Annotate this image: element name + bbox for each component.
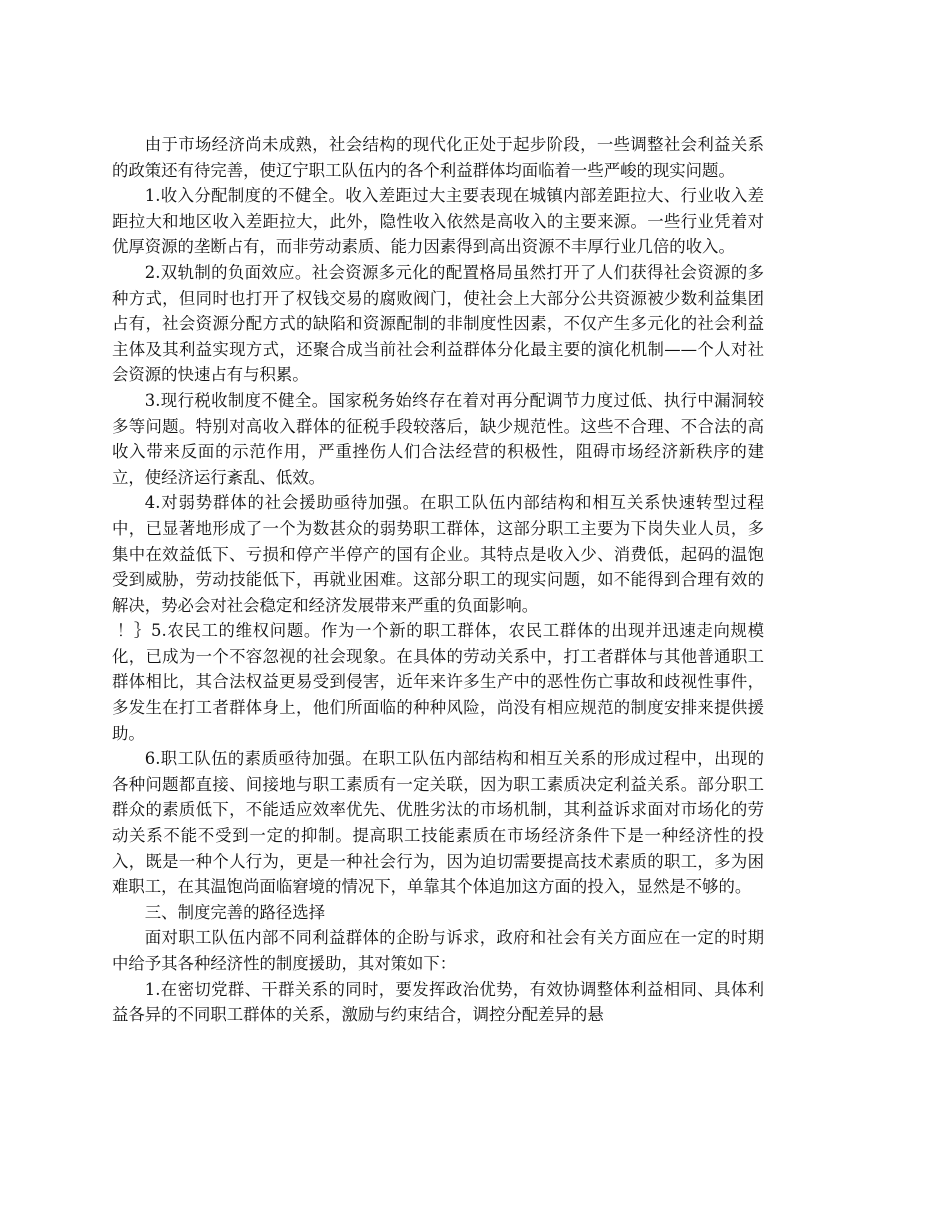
paragraph-policy-intro: 面对职工队伍内部不同利益群体的企盼与诉求，政府和社会有关方面应在一定的时期中给予其各种经济性的制度援助，其对策如下： <box>112 928 764 973</box>
section-heading: 三、制度完善的路径选择 <box>144 902 326 922</box>
paragraph-worker-quality: 6.职工队伍的素质亟待加强。在职工队伍内部结构和相互关系的形成过程中，出现的各种问题都直接、间接地与职工素质有一定关联，因为职工素质决定利益关系。部分职工群众的素质低下，不能适应效率优先、优胜劣汰的市场机制，其利益诉求面对市场化的劳动关系不能不受到一定的抑制。提高职工技能素质在市场经济条件下是一种经济性的投入，既是一种个人行为，更是一种社会行为，因为迫切需要提高技术素质的职工，多为困难职工，在其温饱尚面临窘境的情况下，单靠其个体追加这方面的投入，显然是不够的。 <box>112 749 764 897</box>
paragraph-policy-1: 1.在密切党群、干群关系的同时，要发挥政治优势，有效协调整体利益相同、具体利益各异的不同职工群体的关系，激励与约束结合，调控分配差异的悬 <box>112 979 764 1025</box>
paragraph-migrant-workers: ！｝5.农民工的维权问题。作为一个新的职工群体，农民工群体的出现并迅速走向规模化，已成为一个不容忽视的社会现象。在具体的劳动关系中，打工者群体与其他普通职工群体相比，其合法权益更易受到侵害，近年来许多生产中的恶性伤亡事故和歧视性事件，多发生在打工者群体身上，他们所面临的种种风险，尚没有相应规范的制度安排来提供援助。 <box>112 621 764 743</box>
paragraph-tax-system: 3.现行税收制度不健全。国家税务始终存在着对再分配调节力度过低、执行中漏洞较多等问题。特别对高收入群体的征税手段较落后，缺少规范性。这些不合理、不合法的高收入带来反面的示范作用，严重挫伤人们合法经营的积极性，阻碍市场经济新秩序的建立，使经济运行紊乱、低效。 <box>112 390 764 487</box>
paragraph-vulnerable-groups: 4.对弱势群体的社会援助亟待加强。在职工队伍内部结构和相互关系快速转型过程中，已显著地形成了一个为数甚众的弱势职工群体，这部分职工主要为下岗失业人员，多集中在效益低下、亏损和停产半停产的国有企业。其特点是收入少、消费低，起码的温饱受到威胁，劳动技能低下，再就业困难。这部分职工的现实问题，如不能得到合理有效的解决，势必会对社会稳定和经济发展带来严重的负面影响。 <box>112 493 764 615</box>
document-body <box>112 132 764 1028</box>
paragraph-dual-track: 2.双轨制的负面效应。社会资源多元化的配置格局虽然打开了人们获得社会资源的多种方式，但同时也打开了权钱交易的腐败阀门，使社会上大部分公共资源被少数利益集团占有，社会资源分配方式的缺陷和资源配制的非制度性因素，不仅产生多元化的社会利益主体及其利益实现方式，还聚合成当前社会利益群体分化最主要的演化机制——个人对社会资源的快速占有与积累。 <box>112 262 764 385</box>
paragraph-income-distribution: 1.收入分配制度的不健全。收入差距过大主要表现在城镇内部差距拉大、行业收入差距拉大和地区收入差距拉大，此外，隐性收入依然是高收入的主要来源。一些行业凭着对优厚资源的垄断占有，而非劳动素质、能力因素得到高出资源不丰厚行业几倍的收入。 <box>112 186 764 257</box>
paragraph-intro: 由于市场经济尚未成熟，社会结构的现代化正处于起步阶段，一些调整社会利益关系的政策还有待完善，使辽宁职工队伍内的各个利益群体均面临着一些严峻的现实问题。 <box>112 135 764 180</box>
